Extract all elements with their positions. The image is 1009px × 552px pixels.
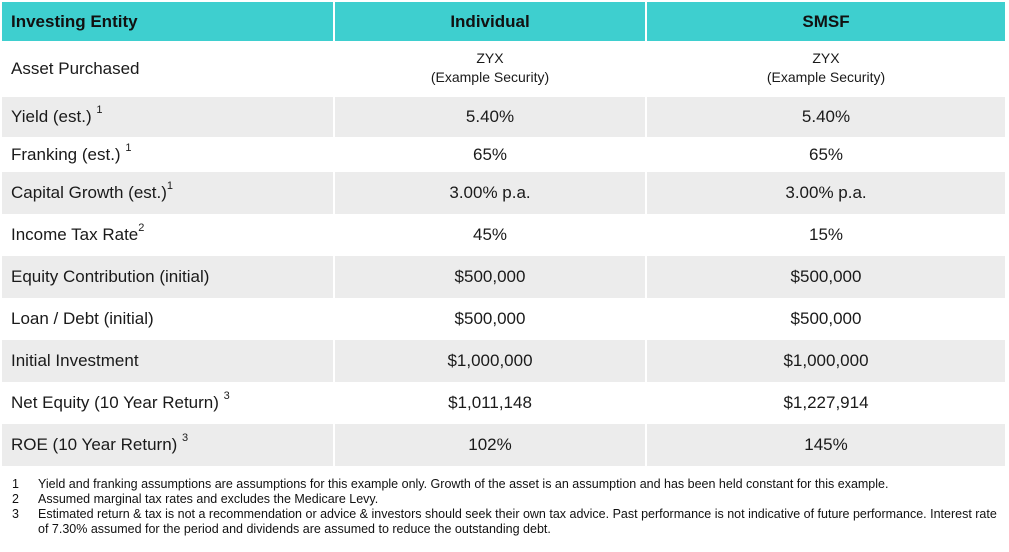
header-investing-entity: Investing Entity (2, 2, 334, 41)
smsf-value: 3.00% p.a. (646, 172, 1005, 214)
footnote-ref: 3 (182, 432, 189, 445)
table-row (2, 41, 1005, 97)
smsf-value: ZYX (Example Security) (766, 50, 886, 85)
footnote-ref: 1 (166, 180, 174, 193)
footnote-number: 1 (12, 477, 19, 491)
row-label: Asset Purchased (2, 41, 334, 97)
header-smsf: SMSF (646, 2, 1005, 41)
individual-value: ZYX (Example Security) (334, 41, 646, 97)
individual-value: 45% (334, 214, 646, 256)
table-row (2, 172, 1005, 214)
individual-value: $500,000 (334, 256, 646, 298)
individual-value: 5.40% (334, 97, 646, 137)
table-row (2, 214, 1005, 256)
smsf-value: $500,000 (790, 309, 862, 328)
row-label: Capital Growth $(est.)^1$ (2, 172, 334, 214)
row-label: Franking (est.) $^1$ (2, 137, 334, 172)
footnote-number: 3 (12, 507, 19, 521)
table-row (2, 340, 1005, 382)
table-row (2, 298, 1005, 340)
smsf-value: 65% (808, 144, 844, 164)
footnote-text: Estimated return & tax is not a recommendation or advice & investors should seek their own tax advice. Past performance is not indicative of future performance. Interest rate of 7.30% assumed for the period and dividends are assumed to reduce the outstanding debt. (38, 507, 997, 536)
footnote-ref: 3 (223, 390, 230, 403)
comparison-table (2, 2, 1005, 466)
footnotes (12, 477, 1002, 537)
smsf-value: $500,000 (646, 256, 1005, 298)
individual-value: $1,000,000 (334, 340, 646, 382)
individual-value: $500,000 (334, 298, 646, 340)
table-row (2, 137, 1005, 172)
row-label: Net Equity (10 Year Return) $^3$ (2, 382, 334, 424)
row-label: Initial Investment (2, 340, 334, 382)
table-row (2, 256, 1005, 298)
smsf-value: 5.40% (646, 97, 1005, 137)
row-label: Equity Contribution (initial) (2, 256, 334, 298)
footnote-text: Yield and franking assumptions are assumptions for this example only. Growth of the asset is an assumption and has been held constant for this example. (38, 477, 889, 491)
individual-value: 3.00% p.a. (334, 172, 646, 214)
smsf-value: 15% (808, 225, 844, 244)
individual-value: 102% (334, 424, 646, 466)
table-row (2, 424, 1005, 466)
header-individual: Individual (334, 2, 646, 41)
individual-value: $1,011,148 (334, 382, 646, 424)
smsf-value: 145% (646, 424, 1005, 466)
table-row (2, 97, 1005, 137)
row-label: Income Tax Rate$^2$ (2, 214, 334, 256)
footnote-text: Assumed marginal tax rates and excludes the Medicare Levy. (38, 492, 379, 506)
footnote-number: 2 (12, 492, 19, 506)
footnote (12, 507, 1002, 537)
table-row (2, 382, 1005, 424)
footnote (12, 477, 1002, 492)
individual-value: 65% (334, 137, 646, 172)
smsf-value: $1,000,000 (646, 340, 1005, 382)
row-label: Yield (est.) $^1$ (2, 97, 334, 137)
footnote-ref: 2 (138, 222, 145, 235)
row-label: Loan / Debt (initial) (2, 298, 334, 340)
header-row (2, 2, 1005, 41)
row-label: ROE (10 Year Return) $^3$ (2, 424, 334, 466)
footnote (12, 492, 1002, 507)
smsf-value: $1,227,914 (783, 393, 869, 412)
footnote-ref: 1 (125, 141, 132, 154)
footnote-ref: 1 (96, 104, 103, 117)
